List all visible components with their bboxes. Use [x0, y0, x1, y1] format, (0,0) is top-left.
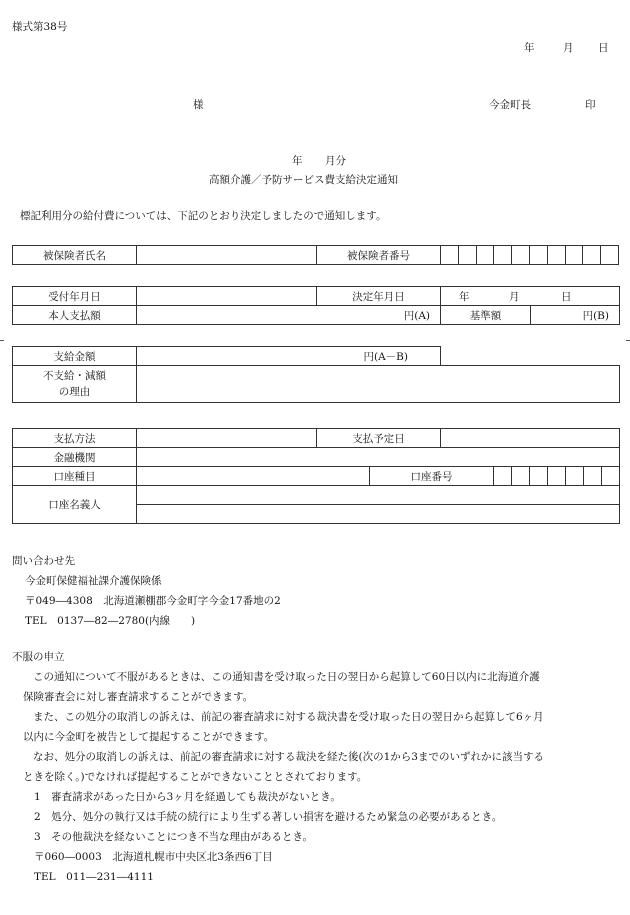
- payment-amount-field[interactable]: 円(A－B): [137, 347, 441, 366]
- insured-number-digit[interactable]: [565, 246, 583, 265]
- appeal-p2-line1: また、この処分の取消しの訴えは、前記の審査請求に対する裁決書を受け取った日の翌日から起算して6ヶ月: [33, 711, 544, 723]
- date-year: 年: [524, 42, 535, 54]
- contact-section: [12, 551, 624, 631]
- decided-year: 年: [459, 290, 470, 303]
- appeal-item-3: 3 その他裁決を経ないことにつき不当な理由があるとき。: [34, 831, 314, 843]
- contact-heading: 問い合わせ先: [12, 555, 75, 567]
- decided-date-label: 決定年月日: [317, 287, 441, 306]
- sender-name: 今金町長: [489, 99, 531, 111]
- account-number-digit[interactable]: [602, 467, 620, 486]
- appeal-p3-line2: ときを除く。)でなければ提起することができないこととされております。: [23, 771, 368, 783]
- appeal-tel: TEL 011―231―4111: [34, 871, 154, 883]
- account-holder-name-field[interactable]: [137, 505, 620, 524]
- decided-month: 月: [509, 290, 520, 303]
- appeal-section: [12, 647, 624, 887]
- payment-method-label: 支払方法: [13, 429, 137, 448]
- decision-table: [12, 286, 620, 325]
- self-pay-field[interactable]: 円(A): [137, 306, 441, 325]
- appeal-p1-line1: この通知について不服があるときは、この通知書を受け取った日の翌日から起算して60日以内に北海道介護: [33, 671, 540, 683]
- date-month: 月: [563, 42, 574, 54]
- account-type-label: 口座種目: [13, 467, 137, 486]
- insured-number-digit[interactable]: [458, 246, 476, 265]
- contact-address: 〒049―4308 北海道瀬棚郡今金町字今金17番地の2: [25, 595, 281, 607]
- account-number-digit[interactable]: [566, 467, 584, 486]
- insured-number-label: 被保険者番号: [317, 246, 441, 265]
- insured-table: [12, 245, 619, 265]
- page-title: 高額介護／予防サービス費支給決定通知: [209, 174, 398, 186]
- insured-number-digit[interactable]: [547, 246, 565, 265]
- account-type-field[interactable]: [137, 467, 370, 486]
- insured-number-digit[interactable]: [494, 246, 512, 265]
- appeal-item-1: 1 審査請求があった日から3ヶ月を経過しても裁決がないとき。: [34, 791, 341, 803]
- decided-day: 日: [561, 290, 572, 303]
- period-month: 月分: [325, 155, 346, 167]
- edge-mark-left: [0, 340, 4, 341]
- insured-number-digit[interactable]: [512, 246, 530, 265]
- account-number-label: 口座番号: [370, 467, 494, 486]
- appeal-p1-line2: 保険審査会に対し審査請求することができます。: [23, 691, 254, 703]
- form-number: 様式第38号: [12, 21, 68, 33]
- intro-text: 標記利用分の給付費については、下記のとおり決定しましたので通知します。: [20, 210, 387, 222]
- insured-number-digit[interactable]: [583, 246, 601, 265]
- insured-number-digit[interactable]: [601, 246, 619, 265]
- period-year: 年: [292, 155, 303, 167]
- standard-label: 基準額: [441, 306, 531, 325]
- account-number-digit[interactable]: [512, 467, 530, 486]
- account-holder-kana-field[interactable]: [137, 486, 620, 505]
- bank-field[interactable]: [137, 448, 620, 467]
- self-pay-label: 本人支払額: [13, 306, 137, 325]
- edge-mark-right: [626, 340, 630, 341]
- payment-table: [12, 428, 620, 524]
- insured-name-field[interactable]: [137, 246, 317, 265]
- reason-label-line2: の理由: [58, 386, 91, 398]
- reason-field[interactable]: [137, 366, 620, 403]
- account-number-digit[interactable]: [584, 467, 602, 486]
- insured-name-label: 被保険者氏名: [13, 246, 137, 265]
- appeal-p2-line2: 以内に今金町を被告として提起することができます。: [23, 731, 275, 743]
- payment-method-field[interactable]: [137, 429, 317, 448]
- bank-label: 金融機関: [13, 448, 137, 467]
- date-day: 日: [598, 42, 609, 54]
- received-date-label: 受付年月日: [13, 287, 137, 306]
- insured-number-digit[interactable]: [441, 246, 459, 265]
- reason-label: [13, 366, 137, 403]
- insured-number-digit[interactable]: [476, 246, 494, 265]
- insured-number-digit[interactable]: [529, 246, 547, 265]
- standard-field[interactable]: 円(B): [531, 306, 620, 325]
- account-number-digit[interactable]: [548, 467, 566, 486]
- decided-date-field[interactable]: [441, 287, 620, 306]
- account-number-digit[interactable]: [530, 467, 548, 486]
- contact-office: 今金町保健福祉課介護保険係: [25, 575, 162, 587]
- scheduled-date-label: 支払予定日: [317, 429, 441, 448]
- payment-amount-table: [12, 346, 620, 403]
- seal-mark: 印: [585, 99, 596, 111]
- appeal-p3-line1: なお、処分の取消しの訴えは、前記の審査請求に対する裁決を経た後(次の1から3までのいずれかに該当する: [33, 751, 544, 763]
- payment-amount-label: 支給金額: [13, 347, 137, 366]
- addressee-honorific: 様: [193, 99, 204, 111]
- received-date-field[interactable]: [137, 287, 317, 306]
- scheduled-date-field[interactable]: [441, 429, 620, 448]
- appeal-address: 〒060―0003 北海道札幌市中央区北3条西6丁目: [34, 851, 273, 863]
- contact-tel: TEL 0137―82―2780(内線 ): [25, 615, 196, 627]
- account-number-digit[interactable]: [494, 467, 512, 486]
- appeal-heading: 不服の申立: [12, 651, 65, 663]
- appeal-item-2: 2 処分、処分の執行又は手続の続行により生ずる著しい損害を避けるため緊急の必要があるとき。: [34, 811, 503, 823]
- account-holder-label: 口座名義人: [13, 486, 137, 524]
- reason-label-line1: 不支給・減額: [43, 370, 106, 382]
